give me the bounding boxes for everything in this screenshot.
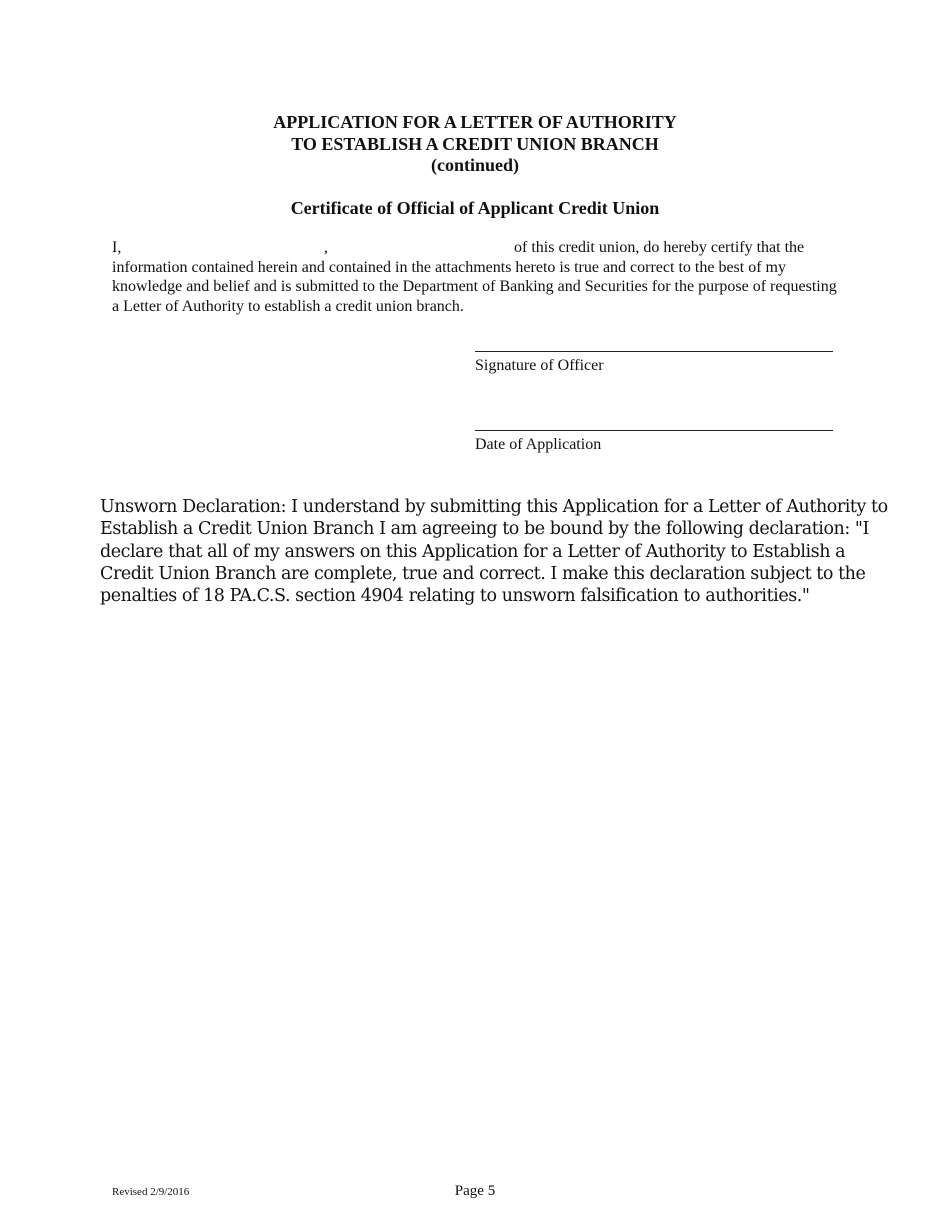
unsworn-declaration: Unsworn Declaration: I understand by submitting this Application for a Letter of Authority to Establish a Credit Union Branch I am agreeing to be bound by the following declaration: "I declare that all of my answers on this Application for a Letter of Authority to Establish a Credit Union Branch are complete, true and correct. I make this declaration subject to the penalties of 18 PA.C.S. section 4904 relating to unsworn falsification to authorities." (100, 497, 888, 607)
document-title (0, 112, 950, 177)
certificate-body: information contained herein and contained in the attachments hereto is true and correct to the best of my knowledge and belief and is submitted to the Department of Banking and Securities for the purpose of requesting a Letter of Authority to establish a credit union branch. (112, 258, 837, 315)
revision-date: Revised 2/9/2016 (112, 1186, 190, 1198)
title-line-1: APPLICATION FOR A LETTER OF AUTHORITY (273, 112, 677, 132)
certificate-first-line (112, 238, 842, 258)
date-line[interactable] (475, 430, 833, 431)
date-field (475, 430, 835, 454)
signature-label: Signature of Officer (475, 357, 604, 374)
title-line-3: (continued) (430, 155, 519, 175)
date-label: Date of Application (475, 436, 602, 453)
certificate-statement (112, 238, 842, 316)
certificate-prefix: I, (112, 239, 122, 256)
page-number: Page 5 (454, 1183, 496, 1199)
certificate-comma: , (324, 239, 328, 256)
signature-field (475, 351, 835, 375)
title-line-2: TO ESTABLISH A CREDIT UNION BRANCH (291, 133, 659, 154)
signature-line[interactable] (475, 351, 833, 352)
certificate-suffix: of this credit union, do hereby certify that the (514, 239, 805, 256)
certificate-heading: Certificate of Official of Applicant Credit Union (290, 198, 660, 218)
